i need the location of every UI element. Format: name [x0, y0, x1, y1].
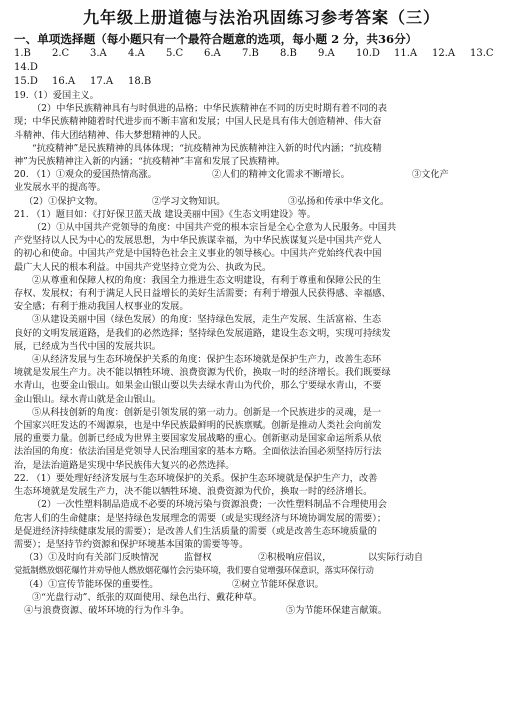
q21-line: 的初心和使命。中国共产党是中国特色社会主义事业的领导核心。中国共产党始终代表中国	[14, 248, 382, 260]
q21-line: 法治国的角度：依法治国是党领导人民治理国家的基本方略。全面依法治国必须坚持厉行法	[14, 446, 382, 458]
answer-item: 8.B	[280, 48, 297, 59]
q21-line: 水青山，也要金山银山。如果金山银山要以失去绿水青山为代价，那么宁要绿水青山，不要	[14, 380, 382, 392]
answer-item: 1.B	[14, 48, 31, 59]
answer-item: 13.C	[470, 48, 494, 59]
section-heading-multiple-choice: 一、单项选择题（每小题只有一个最符合题意的选项，每小题 2 分，共36分）	[14, 32, 418, 46]
answer-item: 2.C	[52, 48, 70, 59]
answer-item: 14.D	[14, 62, 38, 73]
q22-line: ③“光盘行动”、纸张的双面使用、绿色出行、戴花种草。	[32, 591, 262, 603]
q19-line: 斗精神、伟大团结精神、伟大梦想精神的人民。	[14, 129, 207, 141]
q20-line	[14, 168, 509, 181]
q21-line: ③从建设美丽中国（绿色发展）的角度：坚持绿色发展，走生产发展、生活富裕、生态	[32, 314, 382, 326]
answers-row-2	[14, 75, 509, 89]
q21-line: ⑤从科技创新的角度：创新是引领发展的第一动力。创新是一个民族进步的灵魂，是一	[32, 406, 382, 418]
q22-option: ②树立节能环保意识。	[232, 578, 324, 590]
answer-item: 12.A	[432, 48, 456, 59]
answer-item: 10.D	[356, 48, 380, 59]
q20-option: ③文化产	[412, 169, 449, 181]
answer-item: 18.B	[128, 76, 152, 87]
q22-line: 生态环境就是发展生产力，决不能以牺牲环境、浪费资源为代价，换取一时的经济增长。	[14, 486, 373, 498]
q21-line: 个国家兴旺发达的不竭源泉，也是中华民族最鲜明的民族禀赋。创新是推动人类社会向前发	[14, 420, 382, 432]
q21-line: 展的重要力量。创新已经成为世界主要国家发展战略的重心。创新驱动是国家命运所系从依	[14, 433, 382, 445]
answer-item: 7.B	[242, 48, 259, 59]
answer-item: 9.A	[318, 48, 335, 59]
answer-item: 5.C	[166, 48, 184, 59]
answer-item: 11.A	[394, 48, 418, 59]
q22-line: 觉抵制燃放烟花爆竹并劝导他人燃放烟花爆竹会污染环境，我们要自觉增强环保意识，落实环保行动	[14, 565, 374, 576]
q22-option: （3）①及时向有关部门反映情况	[24, 552, 159, 564]
q21-line: ④从经济发展与生态环境保护关系的角度：保护生态环境就是保护生产力，改善生态环	[32, 354, 382, 366]
q21-line: 展，已经成为当代中国的发展共识。	[14, 340, 161, 352]
q20-option: （2）①保护文物。	[24, 195, 104, 207]
q21-line: 21. （1）题目如：《打好保卫蓝天战 建设美丽中国》《生态文明建设》等。	[14, 208, 316, 220]
q22-line: 需要）；是坚持节约资源和保护环境基本国策的需要等等。	[14, 538, 249, 550]
q21-line: 产党坚持以人民为中心的发展思想，为中华民族谋幸福，为中华民族谋复兴是中国共产党人	[14, 235, 382, 247]
q21-line: 最广大人民的根本利益。中国共产党坚持立党为公、执政为民。	[14, 261, 272, 273]
q22-option: ②积极响应倡议，	[258, 552, 332, 564]
q21-line: 存权、发展权；有利于满足人民日益增长的美好生活需要；有利于增强人民获得感、幸福感、	[14, 288, 391, 300]
q22-option: ⑤为节能环保建言献策。	[286, 604, 388, 616]
q20-option: ②人们的精神文化需求不断增长。	[212, 169, 350, 181]
q20-option: ②学习文物知识。	[152, 195, 226, 207]
q22-option: 监督权	[184, 552, 212, 564]
q19-line: 神”为民族精神注入新的内涵；“抗疫精神”丰富和发展了民族精神。	[14, 156, 286, 168]
answer-item: 15.D	[14, 76, 38, 87]
answer-item: 4.A	[128, 48, 145, 59]
q19-line: “抗疫精神”是民族精神的具体体现；“抗疫精神为民族精神注入新的时代内涵；“抗疫精	[32, 142, 382, 154]
q21-line: 安全感；有利于推动我国人权事业的发展。	[14, 301, 189, 313]
q22-option: ④与浪费资源、破坏环境的行为作斗争。	[24, 604, 190, 616]
q22-option: 以实际行动自	[368, 552, 424, 564]
q19-line: 19.（1）爱国主义。	[14, 90, 99, 101]
q21-line: 良好的文明发展道路，是我们的必然选择；坚持绿色发展道路，建设生态文明，实现可持续发	[14, 327, 391, 339]
q21-line: （2）①从中国共产党领导的角度：中国共产党的根本宗旨是全心全意为人民服务。中国共	[32, 222, 397, 234]
q22-option: （4）①宣传节能环保的重要性。	[24, 578, 159, 590]
q20-line: 业发展水平的提高等。	[14, 182, 106, 194]
answer-item: 6.A	[204, 48, 221, 59]
answer-item: 3.A	[90, 48, 107, 59]
answers-row-1	[14, 47, 509, 75]
q22-line	[14, 551, 509, 564]
q22-line: 危害人们的生命健康；是坚持绿色发展理念的需要（或是实现经济与环境协调发展的需要）；	[14, 512, 387, 524]
q21-line: 境就是发展生产力。决不能以牺牲环境、浪费资源为代价，换取一时的经济增长。我们既要绿	[14, 367, 391, 379]
q22-line	[14, 604, 509, 617]
answer-item: 17.A	[90, 76, 114, 87]
q21-line: 治，是法治道路是实现中华民族伟大复兴的必然选择。	[14, 459, 235, 471]
answer-item: 16.A	[52, 76, 76, 87]
q20-option: ③弘扬和传承中华文化。	[288, 195, 390, 207]
q21-line: 金山银山。绿水青山就是金山银山。	[14, 393, 161, 405]
q22-line	[14, 578, 509, 591]
q22-line: 是促进经济持续健康发展的需要）；是改善人们生活质量的需要（或是改善生态环境质量的	[14, 525, 377, 537]
q19-line: （2）中华民族精神具有与时俱进的品格；中华民族精神在不同的历史时期有着不同的表	[32, 103, 387, 115]
q22-line: （2）一次性塑料制品造成不必要的环境污染与资源浪费；一次性塑料制品不合理使用会	[32, 499, 387, 511]
q20-option: 20. （1）①观众的爱国热情高涨。	[14, 169, 157, 181]
q20-line	[14, 195, 509, 208]
q21-line: ②从尊重和保障人权的角度：我国全力推进生态文明建设，有利于尊重和保障公民的生	[32, 274, 382, 286]
q19-line: 现；中华民族精神随着时代进步而不断丰富和发展；中国人民是具有伟大创造精神、伟大奋	[14, 116, 382, 128]
q22-line: 22. （1）要处理好经济发展与生态环境保护的关系。保护生态环境就是保护生产力，改善	[14, 472, 378, 484]
page-title: 九年级上册道德与法治巩固练习参考答案（三）	[82, 8, 440, 27]
